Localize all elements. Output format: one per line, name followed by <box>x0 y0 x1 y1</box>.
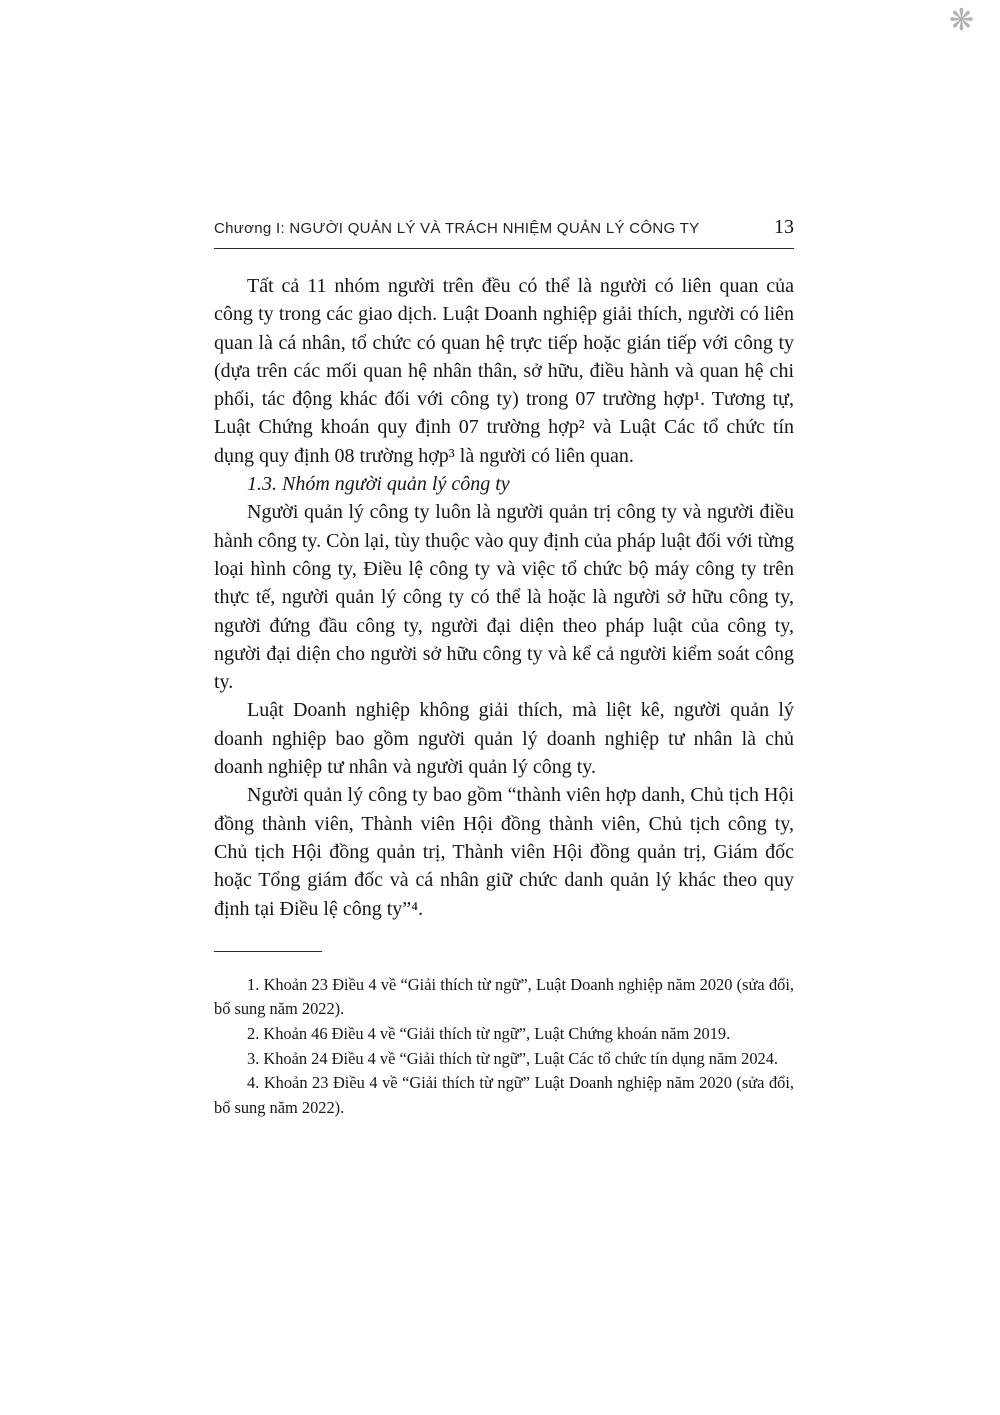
page-content <box>214 216 794 1120</box>
footnote: 2. Khoản 46 Điều 4 về “Giải thích từ ngữ”, Luật Chứng khoán năm 2019. <box>247 1024 731 1044</box>
running-header <box>214 216 794 249</box>
footnote-divider <box>214 951 322 952</box>
footnotes-section <box>214 973 794 1121</box>
paragraph: Người quản lý công ty luôn là người quản trị công ty và người điều hành công ty. Còn lại, tùy thuộc vào quy định của pháp luật đối với từng loại hình công ty, Điều lệ công ty và việc tổ chức bộ máy công ty trên thực tế, người quản lý công ty có thể là hoặc là người sở hữu công ty, người đứng đầu công ty, người đại diện theo pháp luật của công ty, người đại diện cho người sở hữu công ty và kể cả người kiểm soát công ty. <box>214 501 794 694</box>
footnote: 3. Khoản 24 Điều 4 về “Giải thích từ ngữ”, Luật Các tổ chức tín dụng năm 2024. <box>247 1048 778 1068</box>
paragraph: Luật Doanh nghiệp không giải thích, mà liệt kê, người quản lý doanh nghiệp bao gồm người quản lý doanh nghiệp tư nhân là chủ doanh nghiệp tư nhân và người quản lý công ty. <box>214 699 794 779</box>
page-number: 13 <box>774 216 794 238</box>
flower-asterisk-icon: ❋ <box>948 3 974 38</box>
section-heading: 1.3. Nhóm người quản lý công ty <box>247 473 510 496</box>
footnote: 1. Khoản 23 Điều 4 về “Giải thích từ ngữ”, Luật Doanh nghiệp năm 2020 (sửa đổi, bổ sung năm 2022). <box>214 974 794 1019</box>
paragraph-intro: Tất cả 11 nhóm người trên đều có thể là người có liên quan của công ty trong các giao dịch. Luật Doanh nghiệp giải thích, người có liên quan là cá nhân, tổ chức có quan hệ trực tiếp hoặc gián tiếp với công ty (dựa trên các mối quan hệ nhân thân, sở hữu, điều hành và quan hệ chi phối, tác động khác đối với công ty) trong 07 trường hợp¹. Tương tự, Luật Chứng khoán quy định 07 trường hợp² và Luật Các tổ chức tín dụng quy định 08 trường hợp³ là người có liên quan. <box>214 275 794 467</box>
chapter-title: Chương I: NGƯỜI QUẢN LÝ VÀ TRÁCH NHIỆM QUẢN LÝ CÔNG TY <box>214 220 700 237</box>
footnote: 4. Khoản 23 Điều 4 về “Giải thích từ ngữ” Luật Doanh nghiệp năm 2020 (sửa đổi, bổ sung năm 2022). <box>214 1073 794 1117</box>
paragraph: Người quản lý công ty bao gồm “thành viên hợp danh, Chủ tịch Hội đồng thành viên, Thành viên Hội đồng thành viên, Chủ tịch công ty, Chủ tịch Hội đồng quản trị, Thành viên Hội đồng quản trị, Giám đốc hoặc Tổng giám đốc và cá nhân giữ chức danh quản lý khác theo quy định tại Điều lệ công ty”⁴. <box>214 784 794 920</box>
body-text <box>214 272 794 923</box>
